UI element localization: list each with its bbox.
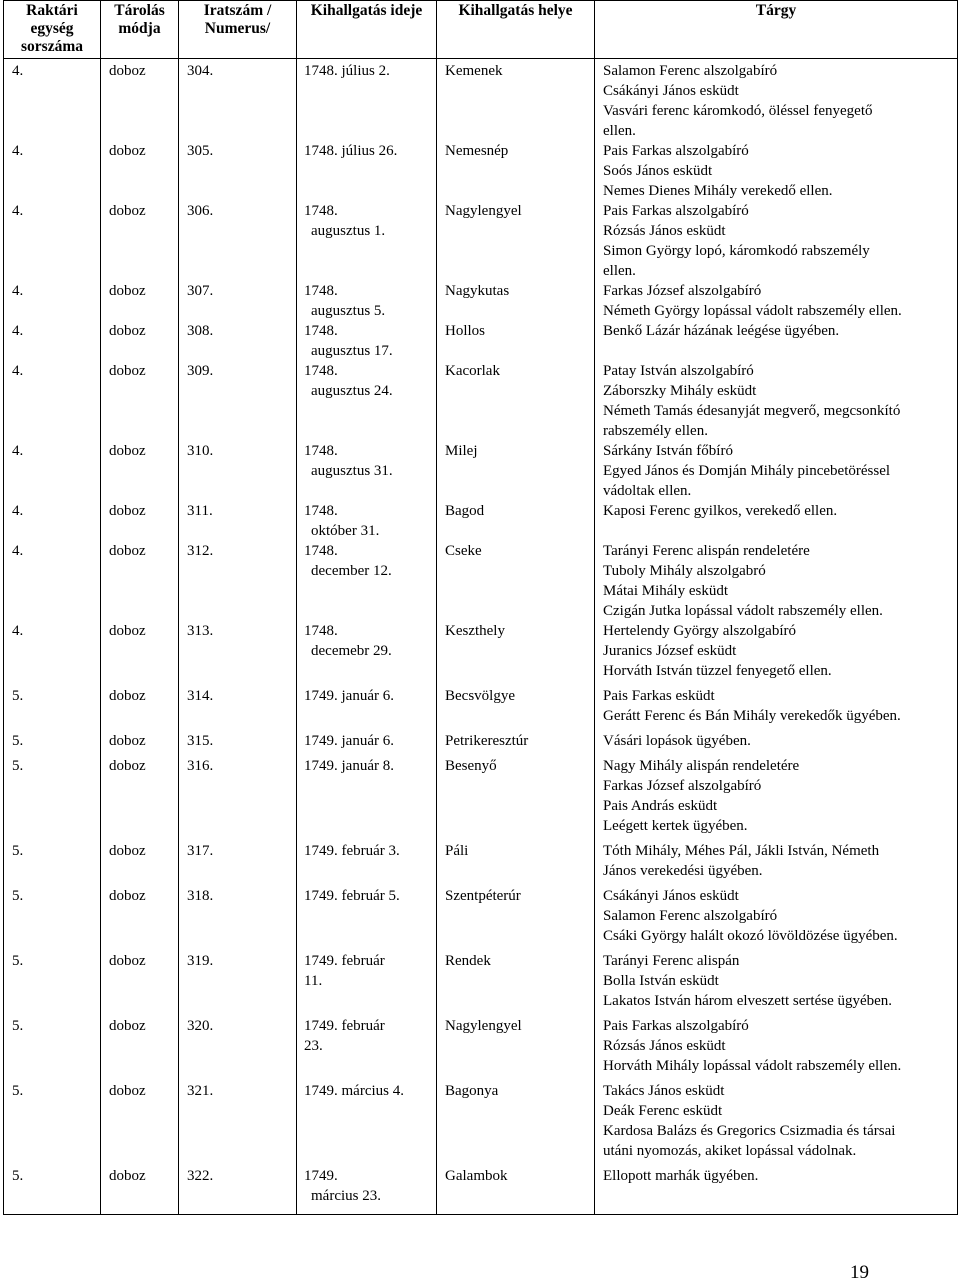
cell-subject <box>595 836 958 881</box>
cell-subject <box>595 751 958 836</box>
cell-unit: 5. <box>4 836 101 881</box>
cell-subject-line: Sárkány István főbíró <box>603 443 733 459</box>
cell-subject-line: Tóth Mihály, Méhes Pál, Jákli István, Németh <box>603 843 880 859</box>
cell-date <box>297 1076 437 1161</box>
cell-date <box>297 321 437 361</box>
cell-subject-line: Horváth Mihály lopással vádolt rabszemély ellen. <box>603 1058 902 1074</box>
table-row <box>4 1076 958 1161</box>
cell-number: 312. <box>179 541 297 621</box>
header-place: Kihallgatás helye <box>437 1 595 59</box>
cell-date-line: 1748. <box>304 283 338 299</box>
cell-unit: 5. <box>4 1011 101 1076</box>
cell-place: Rendek <box>437 946 595 1011</box>
cell-date-line: 1749. február 3. <box>304 843 400 859</box>
cell-subject-line: rabszemély ellen. <box>603 423 708 439</box>
cell-unit: 5. <box>4 751 101 836</box>
cell-subject-line: Németh György lopással vádolt rabszemély ellen. <box>603 303 902 319</box>
cell-subject <box>595 1011 958 1076</box>
cell-subject-line: Patay István alszolgabíró <box>603 363 754 379</box>
table-row <box>4 1161 958 1215</box>
cell-place: Nagylengyel <box>437 201 595 281</box>
cell-date-line: 1749. <box>304 1168 338 1184</box>
cell-storage: doboz <box>101 321 179 361</box>
cell-number: 322. <box>179 1161 297 1215</box>
table-row <box>4 751 958 836</box>
cell-subject-line: Vásári lopások ügyében. <box>603 733 751 749</box>
table-row <box>4 541 958 621</box>
cell-storage: doboz <box>101 59 179 142</box>
cell-unit: 4. <box>4 201 101 281</box>
cell-unit: 5. <box>4 881 101 946</box>
header-number: Iratszám / Numerus/ <box>179 1 297 59</box>
cell-date-line: 1749. február 5. <box>304 888 400 904</box>
cell-storage: doboz <box>101 621 179 681</box>
cell-subject-line: Salamon Ferenc alszolgabíró <box>603 908 778 924</box>
cell-date <box>297 59 437 142</box>
table-body <box>4 59 958 1215</box>
cell-subject-line: Hertelendy György alszolgabíró <box>603 623 797 639</box>
cell-place: Galambok <box>437 1161 595 1215</box>
cell-number: 318. <box>179 881 297 946</box>
cell-number: 314. <box>179 681 297 726</box>
cell-date-line: 1749. január 6. <box>304 688 394 704</box>
table-row <box>4 59 958 142</box>
cell-number: 308. <box>179 321 297 361</box>
cell-date-line: 1748. <box>304 203 338 219</box>
cell-date-line: 23. <box>304 1038 323 1054</box>
cell-unit: 4. <box>4 281 101 321</box>
cell-storage: doboz <box>101 726 179 751</box>
table-row <box>4 141 958 201</box>
cell-subject-line: Soós János esküdt <box>603 163 713 179</box>
cell-subject-line: Tarányi Ferenc alispán <box>603 953 740 969</box>
cell-storage: doboz <box>101 681 179 726</box>
cell-storage: doboz <box>101 541 179 621</box>
cell-subject-line: Pais Farkas alszolgabíró <box>603 203 749 219</box>
cell-storage: doboz <box>101 836 179 881</box>
cell-number: 319. <box>179 946 297 1011</box>
cell-subject <box>595 441 958 501</box>
cell-subject-line: Bolla István esküdt <box>603 973 719 989</box>
cell-place: Nemesnép <box>437 141 595 201</box>
cell-subject-line: Horváth István tüzzel fenyegető ellen. <box>603 663 832 679</box>
cell-subject-line: Nemes Dienes Mihály verekedő ellen. <box>603 183 833 199</box>
cell-date-line: 1749. január 6. <box>304 733 394 749</box>
cell-date <box>297 1011 437 1076</box>
cell-date-line: 1749. február <box>304 1018 385 1034</box>
cell-date <box>297 1161 437 1215</box>
cell-subject-line: Egyed János és Domján Mihály pincebetöréssel <box>603 463 891 479</box>
cell-unit: 5. <box>4 946 101 1011</box>
cell-place: Keszthely <box>437 621 595 681</box>
table-row <box>4 1011 958 1076</box>
cell-subject-line: Kardosa Balázs és Gregorics Csizmadia és társai <box>603 1123 896 1139</box>
cell-place: Besenyő <box>437 751 595 836</box>
cell-place: Becsvölgye <box>437 681 595 726</box>
cell-date <box>297 681 437 726</box>
cell-subject-line: Gerátt Ferenc és Bán Mihály verekedők ügyében. <box>603 708 901 724</box>
cell-number: 311. <box>179 501 297 541</box>
cell-subject-line: Ellopott marhák ügyében. <box>603 1168 759 1184</box>
cell-subject-line: Juranics József esküdt <box>603 643 737 659</box>
cell-subject-line: utáni nyomozás, akiket lopással vádolnak. <box>603 1143 857 1159</box>
cell-subject <box>595 541 958 621</box>
cell-subject-line: Pais Farkas alszolgabíró <box>603 143 749 159</box>
cell-place: Szentpéterúr <box>437 881 595 946</box>
cell-unit: 4. <box>4 321 101 361</box>
cell-subject <box>595 681 958 726</box>
cell-date-line: október 31. <box>311 523 380 539</box>
cell-subject-line: Csákányi János esküdt <box>603 888 739 904</box>
cell-subject <box>595 1161 958 1215</box>
cell-date <box>297 881 437 946</box>
cell-date-line: augusztus 5. <box>311 303 386 319</box>
archive-table-container <box>3 0 958 1215</box>
cell-place: Nagykutas <box>437 281 595 321</box>
table-row <box>4 441 958 501</box>
table-row <box>4 946 958 1011</box>
cell-number: 315. <box>179 726 297 751</box>
table-row <box>4 281 958 321</box>
cell-date-line: decemebr 29. <box>311 643 392 659</box>
cell-unit: 4. <box>4 441 101 501</box>
cell-number: 305. <box>179 141 297 201</box>
cell-date <box>297 141 437 201</box>
table-row <box>4 881 958 946</box>
cell-place: Bagod <box>437 501 595 541</box>
cell-subject-line: Farkas József alszolgabíró <box>603 778 762 794</box>
cell-storage: doboz <box>101 281 179 321</box>
cell-date <box>297 726 437 751</box>
cell-unit: 4. <box>4 361 101 441</box>
cell-place: Bagonya <box>437 1076 595 1161</box>
cell-date-line: augusztus 24. <box>311 383 393 399</box>
table-row <box>4 321 958 361</box>
cell-date-line: 1748. <box>304 323 338 339</box>
table-header <box>4 1 958 59</box>
cell-date-line: 1748. <box>304 623 338 639</box>
cell-date-line: 11. <box>304 973 323 989</box>
cell-date <box>297 946 437 1011</box>
cell-storage: doboz <box>101 141 179 201</box>
cell-subject-line: Salamon Ferenc alszolgabíró <box>603 63 778 79</box>
cell-subject-line: Lakatos István három elveszett sertése ügyében. <box>603 993 893 1009</box>
cell-subject-line: ellen. <box>603 123 636 139</box>
cell-place: Kacorlak <box>437 361 595 441</box>
cell-number: 304. <box>179 59 297 142</box>
cell-date <box>297 281 437 321</box>
cell-subject-line: vádoltak ellen. <box>603 483 692 499</box>
cell-subject <box>595 321 958 361</box>
table-row <box>4 836 958 881</box>
cell-subject-line: ellen. <box>603 263 636 279</box>
cell-storage: doboz <box>101 1011 179 1076</box>
cell-storage: doboz <box>101 441 179 501</box>
cell-date-line: 1748. <box>304 543 338 559</box>
table-row <box>4 621 958 681</box>
cell-unit: 5. <box>4 1076 101 1161</box>
page-number: 19 <box>850 1262 869 1283</box>
cell-place: Kemenek <box>437 59 595 142</box>
cell-subject <box>595 946 958 1011</box>
cell-storage: doboz <box>101 946 179 1011</box>
cell-subject-line: Benkő Lázár házának leégése ügyében. <box>603 323 840 339</box>
cell-date-line: 1748. <box>304 503 338 519</box>
cell-number: 313. <box>179 621 297 681</box>
table-row <box>4 726 958 751</box>
header-unit: Raktári egység sorszáma <box>4 1 101 59</box>
cell-number: 310. <box>179 441 297 501</box>
cell-date <box>297 621 437 681</box>
cell-number: 321. <box>179 1076 297 1161</box>
cell-storage: doboz <box>101 201 179 281</box>
cell-subject <box>595 501 958 541</box>
cell-date-line: augusztus 17. <box>311 343 393 359</box>
cell-subject-line: Záborszky Mihály esküdt <box>603 383 757 399</box>
cell-date <box>297 441 437 501</box>
cell-date-line: 1748. <box>304 443 338 459</box>
table-row <box>4 201 958 281</box>
cell-subject <box>595 59 958 142</box>
cell-storage: doboz <box>101 1161 179 1215</box>
cell-place: Petrikeresztúr <box>437 726 595 751</box>
cell-subject <box>595 726 958 751</box>
cell-date-line: 1748. július 26. <box>304 143 398 159</box>
cell-subject <box>595 141 958 201</box>
cell-date <box>297 836 437 881</box>
cell-subject-line: Farkas József alszolgabíró <box>603 283 762 299</box>
cell-date-line: december 12. <box>311 563 392 579</box>
cell-date <box>297 201 437 281</box>
cell-unit: 5. <box>4 726 101 751</box>
cell-date <box>297 751 437 836</box>
cell-date-line: augusztus 31. <box>311 463 393 479</box>
table-row <box>4 361 958 441</box>
cell-unit: 4. <box>4 621 101 681</box>
cell-subject-line: Simon György lopó, káromkodó rabszemély <box>603 243 870 259</box>
cell-subject-line: Németh Tamás édesanyját megverő, megcsonkító <box>603 403 901 419</box>
cell-subject-line: Csáki György halált okozó lövöldözése ügyében. <box>603 928 898 944</box>
cell-unit: 5. <box>4 1161 101 1215</box>
cell-subject <box>595 281 958 321</box>
cell-storage: doboz <box>101 1076 179 1161</box>
cell-subject-line: Takács János esküdt <box>603 1083 725 1099</box>
cell-subject-line: Pais András esküdt <box>603 798 718 814</box>
header-date: Kihallgatás ideje <box>297 1 437 59</box>
cell-date-line: augusztus 1. <box>311 223 386 239</box>
cell-subject-line: Pais Farkas alszolgabíró <box>603 1018 749 1034</box>
cell-date <box>297 541 437 621</box>
cell-subject-line: Deák Ferenc esküdt <box>603 1103 723 1119</box>
cell-subject <box>595 201 958 281</box>
table-row <box>4 501 958 541</box>
cell-date-line: március 23. <box>311 1188 381 1204</box>
cell-storage: doboz <box>101 501 179 541</box>
cell-unit: 5. <box>4 681 101 726</box>
cell-date-line: 1749. január 8. <box>304 758 394 774</box>
cell-subject <box>595 1076 958 1161</box>
header-subject: Tárgy <box>595 1 958 59</box>
cell-subject-line: Rózsás János esküdt <box>603 223 726 239</box>
cell-date <box>297 501 437 541</box>
cell-subject-line: Kaposi Ferenc gyilkos, verekedő ellen. <box>603 503 838 519</box>
cell-place: Páli <box>437 836 595 881</box>
cell-date-line: 1749. március 4. <box>304 1083 404 1099</box>
cell-subject-line: Rózsás János esküdt <box>603 1038 726 1054</box>
cell-subject-line: Nagy Mihály alispán rendeletére <box>603 758 800 774</box>
cell-place: Nagylengyel <box>437 1011 595 1076</box>
cell-date-line: 1748. július 2. <box>304 63 390 79</box>
cell-subject-line: Leégett kertek ügyében. <box>603 818 748 834</box>
cell-subject-line: Tuboly Mihály alszolgabró <box>603 563 766 579</box>
cell-number: 320. <box>179 1011 297 1076</box>
cell-date-line: 1748. <box>304 363 338 379</box>
cell-subject <box>595 621 958 681</box>
cell-number: 316. <box>179 751 297 836</box>
table-row <box>4 681 958 726</box>
cell-place: Hollos <box>437 321 595 361</box>
cell-place: Milej <box>437 441 595 501</box>
cell-subject <box>595 881 958 946</box>
header-storage: Tárolás módja <box>101 1 179 59</box>
cell-subject-line: Czigán Jutka lopással vádolt rabszemély ellen. <box>603 603 883 619</box>
cell-unit: 4. <box>4 141 101 201</box>
cell-storage: doboz <box>101 751 179 836</box>
cell-subject-line: Mátai Mihály esküdt <box>603 583 728 599</box>
cell-number: 307. <box>179 281 297 321</box>
cell-place: Cseke <box>437 541 595 621</box>
archive-table <box>3 0 958 1215</box>
cell-unit: 4. <box>4 541 101 621</box>
cell-date <box>297 361 437 441</box>
cell-subject-line: Vasvári ferenc káromkodó, öléssel fenyegető <box>603 103 873 119</box>
cell-number: 317. <box>179 836 297 881</box>
cell-number: 306. <box>179 201 297 281</box>
cell-number: 309. <box>179 361 297 441</box>
cell-subject-line: János verekedési ügyében. <box>603 863 763 879</box>
cell-unit: 4. <box>4 59 101 142</box>
cell-storage: doboz <box>101 881 179 946</box>
cell-date-line: 1749. február <box>304 953 385 969</box>
cell-subject <box>595 361 958 441</box>
cell-subject-line: Pais Farkas esküdt <box>603 688 715 704</box>
cell-unit: 4. <box>4 501 101 541</box>
cell-storage: doboz <box>101 361 179 441</box>
cell-subject-line: Tarányi Ferenc alispán rendeletére <box>603 543 810 559</box>
cell-subject-line: Csákányi János esküdt <box>603 83 739 99</box>
